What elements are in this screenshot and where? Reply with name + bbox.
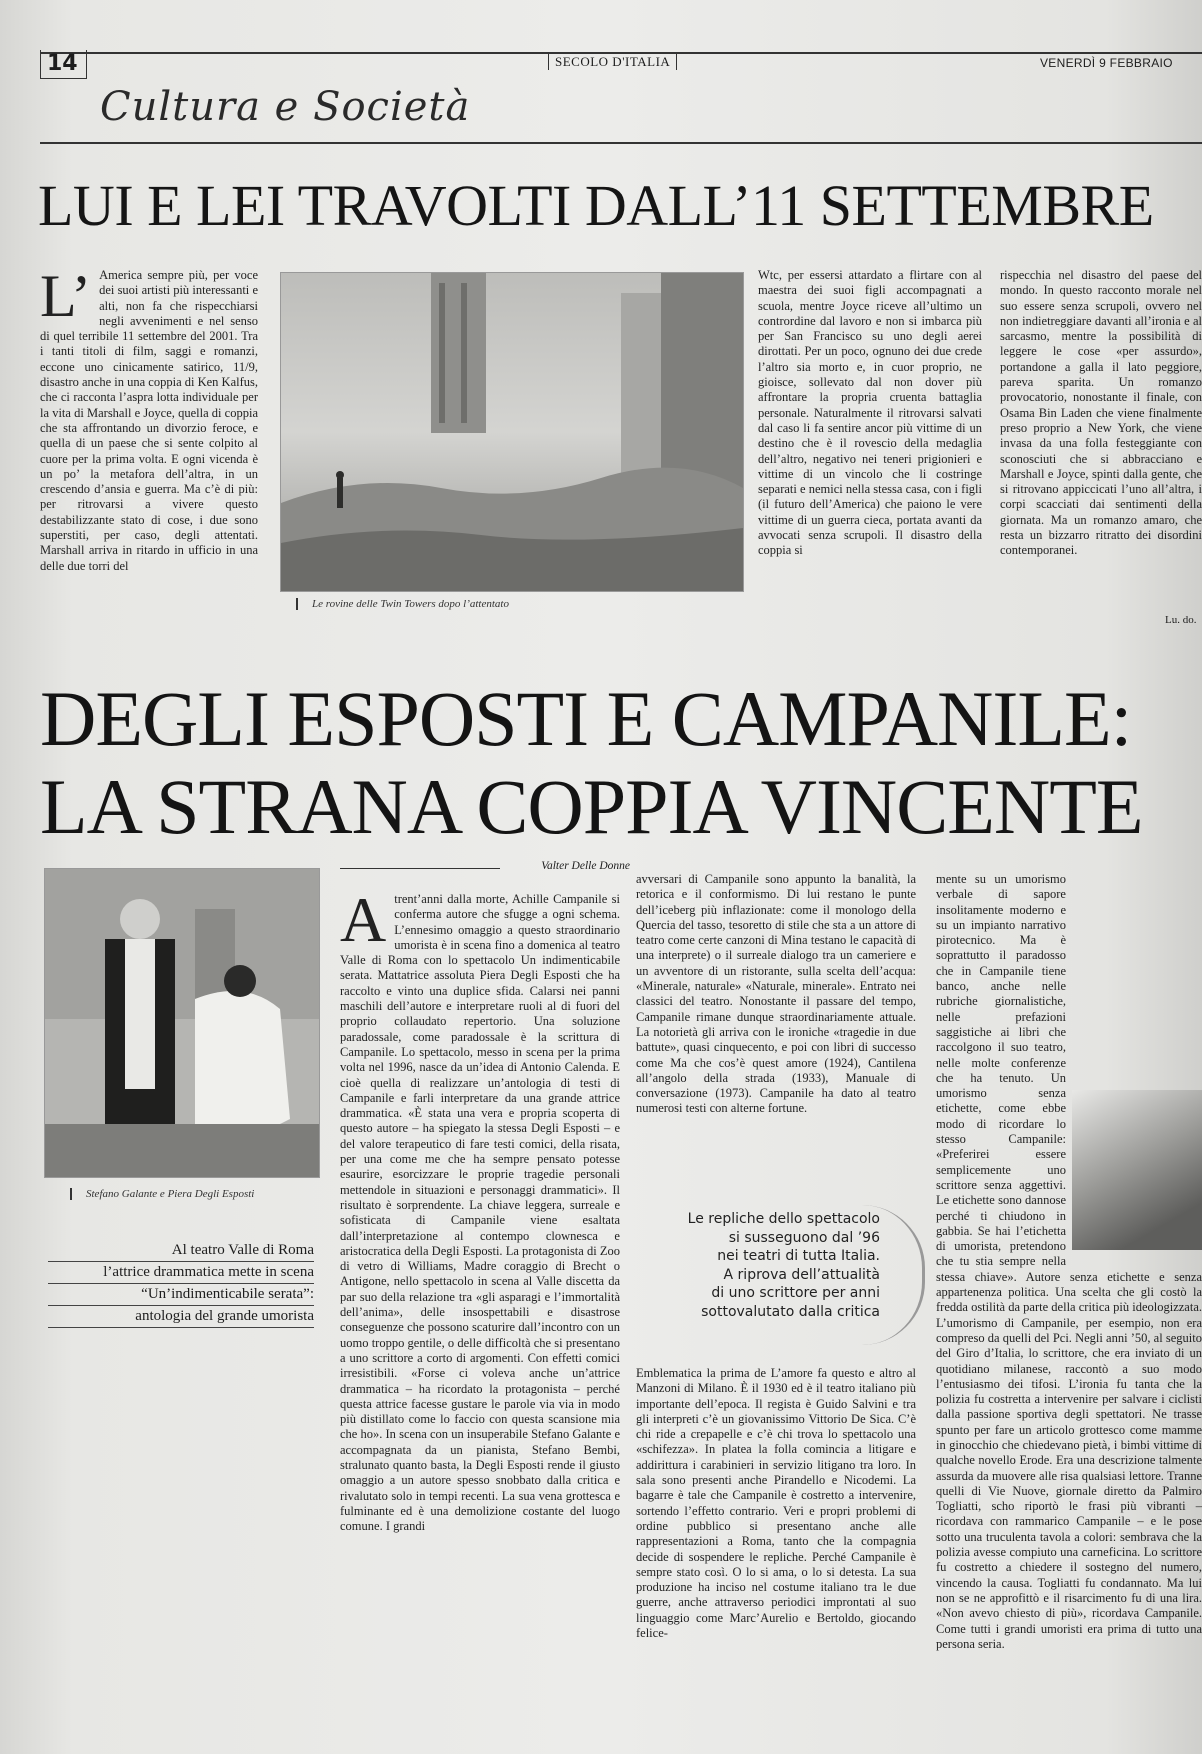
byline-rule <box>340 868 500 869</box>
pull-quote-line: si susseguono dal ’96 <box>728 1229 880 1246</box>
article2-photo-caption: Stefano Galante e Piera Degli Esposti <box>70 1188 254 1200</box>
subhead-line: “Un’indimenticabile serata”: <box>48 1284 314 1306</box>
article1-text-1: America sempre più, per voce dei suoi artisti più interessanti e alti, non fa che rispecchiarsi negli avvenimenti e nel senso di quel terribile 11 settembre del 2001. Tra i tanti titoli di film, saggi e romanzi, eccone uno cinicamente satirico, 11/9, disastro anche in una coppia di Ken Kalfus, che ci racconta l’aspra lotta individuale per la vita di Marshall e Joyce, quella di coppia che sta affrontando un divorzio feroce, e quella di un paese che si sente colpito al cuore per la prima volta. E ogni vicenda è un po’ la metafora dell’altra, in un crescendo d’ansia e guerra. Ma c’è di più: per ritrovarsi a vivere questo destabilizzante stato di cose, i due sono superstiti, per caso, degli attentati. Marshall arriva in ritardo in ufficio in una delle due torri del <box>40 268 258 573</box>
article2-dropcap: A <box>340 892 387 955</box>
portrait-wrap-space <box>1066 1090 1202 1265</box>
article1-column-2 <box>758 268 982 620</box>
article1-dropcap: L’ <box>40 268 92 329</box>
subhead-line: l’attrice drammatica mette in scena <box>48 1262 314 1284</box>
article2-photo-actors <box>44 868 320 1178</box>
ruins-illustration <box>281 273 743 591</box>
article1-text-2: Wtc, per essersi attardato a flirtare con al maestra dei suoi figli accompagnati a scuola, mentre Joyce riceve all’ultimo un contrordine dal lavoro e non si imbarca più per San Francisco su uno degli aerei dirottati. Per un poco, ognuno dei due crede l’altro sia morto e, in cuor proprio, ne gioisce, sollevato dal non dover più affrontare la propria cruenta battaglia personale. Naturalmente il ritrovarsi salvati dal caso li fa sentire ancor più vittime di un destino che è il rovescio della medaglia dell’altro, negativo nei teneri prigionieri e vittime di un vincolo che li costringe separati e nemici nella stessa casa, con i figli (il futuro dell’America) che paiono le vere vittime di un guerra cieca, portata avanti da avvocati senza scrupoli. Il disastro della coppia si <box>758 268 982 558</box>
issue-date: VENERDÌ 9 FEBBRAIO <box>1040 56 1173 70</box>
article1-photo-caption: Le rovine delle Twin Towers dopo l’attentato <box>296 598 509 610</box>
section-title: Cultura e Società <box>100 84 471 130</box>
article2-text-3: mente su un umorismo verbale di sapore insolitamente moderno e su un impianto narrativo pirotecnico. Ma è soprattutto il paradosso che in Campanile tiene banco, anche nelle rubriche giornalistiche, nelle prefazioni saggistiche ai libri che raccolgono il suo teatro, nelle molte conferenze che ha tenuto. Un umorismo senza etichette, come ebbe modo di ricordare lo stesso Campanile: «Preferirei essere semplicemente uno scrittore senza aggettivi. Le etichette sono dannose perché ti chiudono in gabbia. Se hai l’etichetta di umorista, pretendono che tu stia sempre nella stessa chiave». Autore senza etichette e senza appartenenza politica. Una scelta che gli costò la fredda ostilità da parte della critica più ideologizzata. L’umorismo di Campanile, per esempio, non era compreso da quelli del Pci. Negli anni ’50, al seguito del Giro d’Italia, lo scrittore, che era inviato di un quotidiano milanese, raccontò a suo modo l’entusiasmo dei tifosi. L’ironia fu tanta che la polizia fu costretta a intervenire per salvare i ciclisti dalla passione sportiva degli spettatori. Ne trasse spunto per fare un articolo grottesco come mamme in ginocchio che chiedevano pietà, i bimbi vittime di qualche novello Erode. Era una descrizione talmente assurda da muovere alle risa qualsiasi lettore. Tranne quelli di Vie Nuove, giornale diretto da Palmiro Togliatti, scho riportò le frasi più vibranti – ricordava con rammarico Campanile – e le pose sotto una truculenta tavola a colori: sembrava che la polizia avesse compiuto una carneficina. Lo scrittore fu costretto a chiedere il sostegno del numero, vincendo la causa. Togliatti fu condannato. Ma lui non se ne approfittò e il risarcimento fu di una lira. «Non avevo chiesto di più», ricordava Campanile. Come tutti i grandi umoristi era prima di tutto una persona seria. <box>936 872 1202 1651</box>
article2-text-2b: Emblematica la prima de L’amore fa questo e altro al Manzoni di Milano. È il 1930 ed è il teatro italiano più importante dell’epoca. Il regista è Guido Salvini e tra gli interpreti c’è un giovanissimo Vittorio De Sica. C’è chi ride a crepapelle e c’è chi trova lo spettacolo una «schifezza». In platea la folla comincia a litigare e addirittura i carabinieri in servizio litigano tra loro. In sala sono presenti anche Pirandello e Nicodemi. La bagarre è tale che Campanile è costretto a intervenire, sortendo l’effetto contrario. Veri e propri problemi di ordine pubblico si presentano anche alle rappresentazioni a Roma, tanto che la compagnia decide di sospendere le repliche. Perché Campanile è sempre stato così. O lo si ama, o lo si detesta. La sua produzione ha inciso nel costume italiano tra le due guerre, anche attraverso periodici improntati al suo linguaggio come Marc’Aurelio e Bertoldo, giocando felice- <box>636 1366 916 1641</box>
article2-byline <box>340 860 630 872</box>
article2-headline-line2: LA STRANA COPPIA VINCENTE <box>40 763 1143 850</box>
article2-column-1 <box>340 892 620 1732</box>
article2-column-2a <box>636 872 916 1190</box>
article1-headline: LUI E LEI TRAVOLTI DALL’11 SETTEMBRE <box>38 173 1154 238</box>
section-rule <box>40 142 1202 144</box>
article1-column-1 <box>40 268 258 618</box>
pull-quote-line: Le repliche dello spettacolo <box>687 1211 880 1227</box>
pull-quote-line: di uno scrittore per anni <box>711 1285 880 1301</box>
pull-quote-line: A riprova dell’attualità <box>723 1266 880 1283</box>
article2-headline-line1: DEGLI ESPOSTI E CAMPANILE: <box>40 675 1132 762</box>
article1-column-3 <box>1000 268 1202 608</box>
pull-quote <box>640 1210 880 1321</box>
byline-author: Valter Delle Donne <box>541 860 630 872</box>
article2-text-2a: avversari di Campanile sono appunto la banalità, la retorica e il conformismo. Di lui restano le punte dell’iceberg più inflazionate: come il monologo della Quercia del tasso, tesoretto di stile che sta a un attore di teatro come certe canzoni di Mina testano le capacità di una interprete) o il surreale dialogo tra un cameriere e un avventore di un ristorante, sulla scelta dell’acqua: «Minerale, naturale» «Naturale, minerale». Entrato nei classici del teatro. Nonostante il passare del tempo, Campanile rimane dunque straordinariamente attuale. La notorietà gli arriva con le ironiche «tragedie in due battute», quasi cinquecento, e poi con libri di successo come Ma che cos’è quest amore (1924), Cantilena all’angolo della strada (1933), Manuale di conversazione (1973). Campanile ha dato al teatro numerosi testi con alterne fortune. <box>636 872 916 1116</box>
subhead-line: Al teatro Valle di Roma <box>48 1240 314 1262</box>
article2-column-3 <box>936 872 1202 1734</box>
article1-photo-ruins <box>280 272 744 592</box>
page-number: 14 <box>40 50 87 79</box>
pull-quote-line: nei teatri di tutta Italia. <box>717 1248 880 1264</box>
article2-text-1: trent’anni dalla morte, Achille Campanile si conferma autore che sfugge a ogni schema. L’ennesimo omaggio a questo straordinario umorista è in scena fino a domenica al teatro Valle di Roma con lo spettacolo Un indimenticabile serata. Mattatrice assoluta Piera Degli Esposti che ha raccolto e vinto una duplice sfida. Calarsi nei panni maschili dell’autore e interpretare ruoli al di fuori del proprio collaudato repertorio. Una soluzione paradossale, come paradossale è la scrittura di Campanile. Lo spettacolo, messo in scena per la prima volta nel 1996, nasce da un’idea di Antonio Calenda. E cioè quella di realizzare un’antologia di testi di Campanile e farli interpretare da una grande attrice drammatica. «È stata una vera e propria scoperta di questo autore – ha spiegato la stessa Degli Esposti – e del valore terapeutico di fare testi comici, della risata, per una come me che ha sempre pensato potesse esaurire, esorcizzare le proprie tragedie personali mettendole in situazioni e personaggi drammatici». Il risultato è sorprendente. La chiave leggera, surreale e sofisticata di Campanile viene esaltata dall’interpretazione al contempo clownesca e aristocratica della Degli Esposti. La protagonista di Zoo di vetro di Williams, Madre coraggio di Brecht o Antigone, nello spettacolo in scena al Valle discetta da par suo della relazione tra «gli asparagi e l’immortalità dell’anima», delle insospettabili e disastrose conseguenze che possono scaturire dall’incontro con un uomo troppo gentile, o delle difficoltà che si presentano a uno scrittore a corto di argomenti. Con effetti comici irresistibili. «Forse ci voleva anche un’attrice drammatica – ha ricordato la protagonista – perché questa attrice facesse gustare le parole via via in modo più distillato come lo faccio con questa scansione mia che ho». In scena con un insuperabile Stefano Galante e accompagnata da un pianista, Stefano Bembi, stralunato quanto basta, la Degli Esposti rende il giusto omaggio a un autore spesso snobbato dalla critica e rivalutato solo in tempi recenti. La sua vena grottesca e fulminante ed è una demolizione costante del luogo comune. I grandi <box>340 892 620 1534</box>
pull-quote-line: sottovalutato dalla critica <box>701 1303 880 1320</box>
actors-illustration <box>45 869 319 1177</box>
pull-quote-bracket <box>862 1205 925 1345</box>
article1-signature: Lu. do. <box>1165 614 1197 626</box>
article1-text-3: rispecchia nel disastro del paese del mondo. In questo racconto morale nel suo essere senza scrupoli, ovvero nel non indietreggiare davanti all’ironia e al sarcasmo, mentre la possibilità di leggere le cose «per assurdo», portandone a galla il lato peggiore, pareva sparita. Un romanzo provocatorio, nonostante il finale, con Osama Bin Laden che viene finalmente preso proprio a New York, che viene invasa da una folla festeggiante con sconosciuti che si abbracciano e Marshall e Joyce, spinti dalla gente, che si ritrovano appiccicati l’uno all’altra, i corpi scacciati dai sentimenti della giornata. Ma un romanzo amaro, che resta un bizzarro ritratto dei disordini contemporanei. <box>1000 268 1202 558</box>
subhead-line: antologia del grande umorista <box>48 1306 314 1328</box>
article2-column-2b <box>636 1366 916 1734</box>
newspaper-name: SECOLO D'ITALIA <box>548 54 677 70</box>
article2-subhead <box>48 1240 314 1328</box>
